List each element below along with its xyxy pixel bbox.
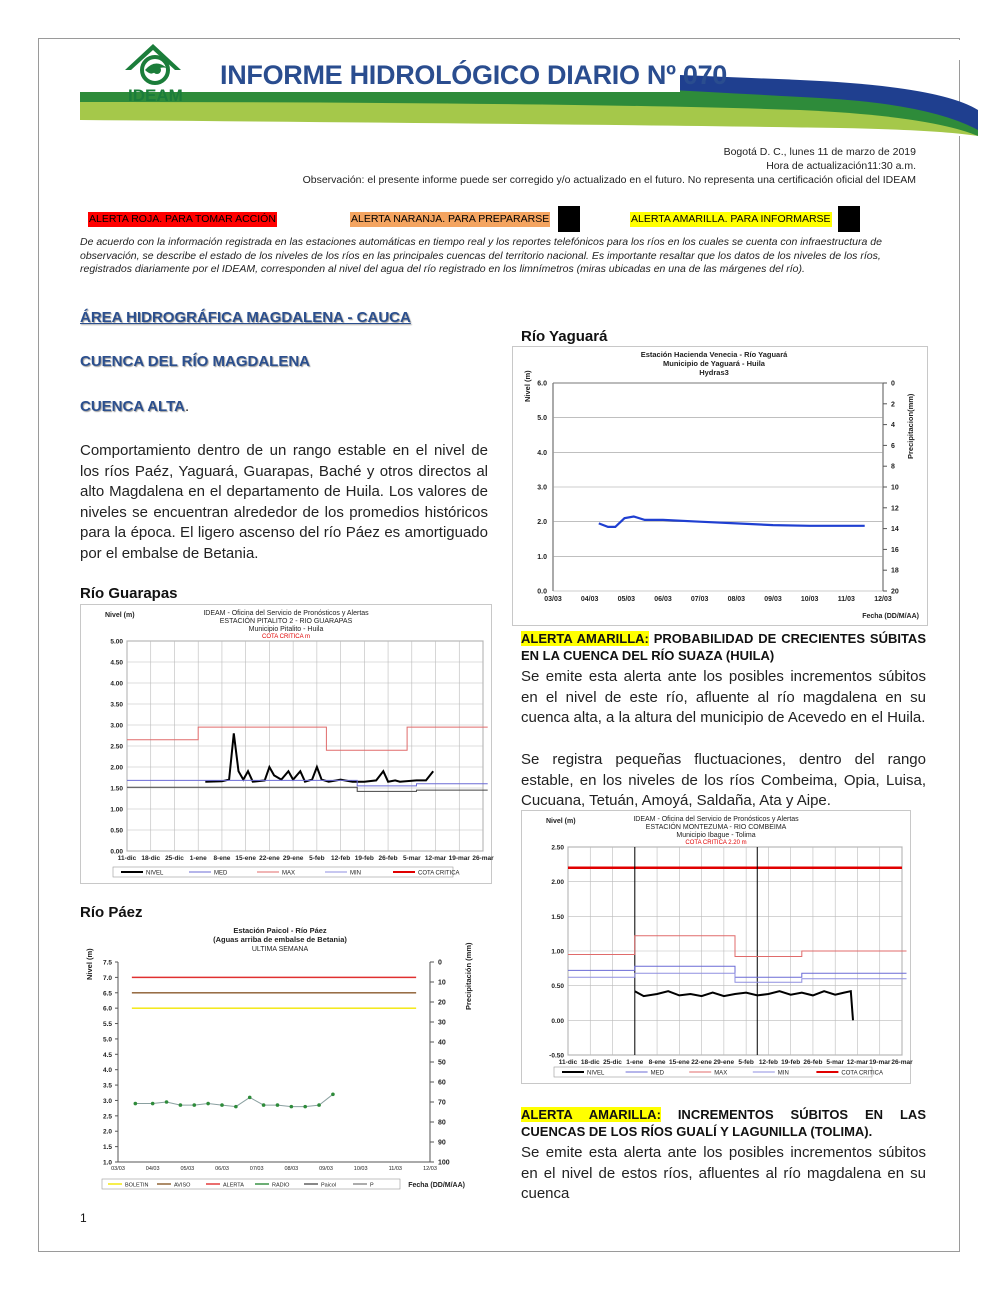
- legend-label: BOLETIN: [125, 1182, 149, 1189]
- chart-subtitle: Municipio de Yaguará - Huila: [663, 359, 765, 368]
- y-tick-label: 1.00: [110, 806, 123, 814]
- chart-combeima: [521, 810, 911, 1084]
- chart-cota-label: COTA CRITICA m: [262, 634, 310, 640]
- river-paez-label: Río Páez: [80, 904, 143, 921]
- y2-tick-label: 30: [438, 1019, 446, 1027]
- main-paragraph: Comportamiento dentro de un rango estable en el nivel de los ríos Paéz, Yaguará, Guarapas, Baché y otros directos al alto Magdalena en el departamento de Huila. Los valores de niveles se encuentran alrededor de los promedios históricos para la época. El ligero ascenso del río Páez es amortiguado por el embalse de Betania.: [80, 442, 488, 562]
- chart-title: IDEAM - Oficina del Servicio de Pronósticos y Alertas: [633, 816, 799, 823]
- legend-label: NIVEL: [146, 870, 164, 877]
- x-tick-label: 03/03: [111, 1166, 125, 1172]
- y2-tick-label: 16: [891, 546, 899, 554]
- y2-tick-label: 0: [438, 959, 442, 967]
- alert-red-label: ALERTA ROJA. PARA TOMAR ACCIÓN: [89, 213, 276, 225]
- river-yaguara-label: Río Yaguará: [521, 328, 608, 345]
- alert2-text: Se emite esta alerta ante los posibles incrementos súbitos en el nivel de estos ríos, afluentes al río magdalena en su cuenca: [521, 1144, 926, 1202]
- data-point: [234, 1105, 238, 1109]
- y2-tick-label: 100: [438, 1159, 450, 1167]
- page-title: INFORME HIDROLÓGICO DIARIO Nº 070: [220, 60, 728, 90]
- chart-title: IDEAM - Oficina del Servicio de Pronósticos y Alertas: [203, 610, 369, 617]
- x-tick-label: 09/03: [764, 596, 782, 603]
- x-tick-label: 5-mar: [402, 855, 421, 862]
- x-tick-label: 07/03: [249, 1166, 264, 1172]
- chart-y2label: Precipitacion(mm): [906, 393, 915, 459]
- y2-tick-label: 6: [891, 442, 895, 450]
- x-tick-label: 11/03: [837, 596, 855, 603]
- y-tick-label: 4.0: [537, 449, 547, 457]
- chart-title: Estación Hacienda Venecia - Río Yaguará: [640, 350, 788, 359]
- chart-yaguara: [512, 346, 928, 626]
- x-tick-label: 12/03: [874, 596, 892, 603]
- chart-ylabel: Nivel (m): [105, 612, 135, 619]
- x-tick-label: 5-mar: [826, 1059, 845, 1066]
- y-tick-label: 0.0: [537, 588, 547, 596]
- chart-paez: [80, 922, 476, 1196]
- y-tick-label: 4.50: [110, 659, 123, 667]
- heading-cuenca-alta: CUENCA ALTA.: [80, 398, 190, 415]
- x-tick-label: 15-ene: [669, 1059, 690, 1066]
- x-tick-label: 06/03: [654, 596, 672, 603]
- y-tick-label: 0.00: [551, 1017, 564, 1025]
- y2-tick-label: 0: [891, 380, 895, 388]
- legend-label: Paicol: [321, 1182, 336, 1189]
- heading-cuenca: CUENCA DEL RÍO MAGDALENA: [80, 353, 311, 370]
- x-tick-label: 1-ene: [189, 855, 207, 862]
- y-tick-label: 2.50: [110, 743, 123, 751]
- y-tick-label: 7.0: [102, 974, 112, 982]
- y-tick-label: 0.50: [110, 827, 123, 835]
- y2-tick-label: 70: [438, 1099, 446, 1107]
- x-tick-label: 11-dic: [117, 855, 137, 862]
- x-tick-label: 18-dic: [580, 1059, 600, 1066]
- y2-tick-label: 4: [891, 422, 895, 430]
- alert2-title: INCREMENTOS SÚBITOS EN LAS CUENCAS DE LOS RÍOS GUALÍ Y LAGUNILLA (TOLIMA).: [521, 1107, 926, 1139]
- series-line-paicol: [135, 1094, 333, 1106]
- y2-tick-label: 14: [891, 526, 899, 534]
- legend-label: MED: [650, 1070, 664, 1077]
- page-number: 1: [80, 1211, 87, 1225]
- y2-tick-label: 90: [438, 1139, 446, 1147]
- y2-tick-label: 50: [438, 1059, 446, 1067]
- x-tick-label: 12/03: [423, 1166, 437, 1172]
- data-point: [220, 1103, 224, 1107]
- y2-tick-label: 8: [891, 463, 895, 471]
- y2-tick-label: 80: [438, 1119, 446, 1127]
- x-tick-label: 5-feb: [309, 855, 325, 862]
- x-tick-label: 26-feb: [378, 855, 398, 862]
- x-tick-label: 07/03: [690, 596, 709, 603]
- legend-label: MIN: [350, 870, 361, 877]
- y2-tick-label: 12: [891, 505, 899, 513]
- y-tick-label: 1.50: [551, 913, 564, 921]
- chart-subtitle-3: Hydras3: [699, 368, 729, 377]
- x-tick-label: 22-ene: [691, 1059, 712, 1066]
- chart-ylabel: Nivel (m): [546, 818, 576, 825]
- y-tick-label: 1.50: [110, 785, 123, 793]
- alert1-tag: ALERTA AMARILLA:: [521, 631, 649, 646]
- paragraph-2: Se registra pequeñas fluctuaciones, dentro del rango estable, en los niveles de los ríos Combeima, Opia, Luisa, Cucuana, Tetuán, Amoyá, Saldaña, Ata y Aipe.: [521, 751, 926, 809]
- time-line: Hora de actualización11:30 a.m.: [766, 160, 916, 172]
- chart-xlabel: Fecha (DD/M/AA): [862, 613, 919, 620]
- alert2-tag: ALERTA AMARILLA:: [521, 1107, 661, 1122]
- y2-tick-label: 20: [438, 999, 446, 1007]
- chart-ylabel: Nivel (m): [85, 948, 94, 980]
- legend-label: NIVEL: [587, 1070, 605, 1077]
- y2-tick-label: 40: [438, 1039, 446, 1047]
- x-tick-label: 04/03: [580, 596, 599, 603]
- x-tick-label: 09/03: [319, 1166, 333, 1172]
- chart-municipio: Municipio Ibague - Tolima: [676, 832, 756, 839]
- data-point: [317, 1103, 321, 1107]
- y-tick-label: 2.50: [551, 844, 564, 852]
- alert2-heading: [521, 1106, 926, 1140]
- y-tick-label: 1.0: [537, 553, 547, 561]
- data-point: [331, 1093, 335, 1097]
- legend-label: MED: [214, 870, 228, 877]
- y-tick-label: 1.00: [551, 948, 564, 956]
- x-tick-label: 15-ene: [235, 855, 256, 862]
- y-tick-label: 4.5: [102, 1051, 112, 1059]
- x-tick-label: 5-feb: [738, 1059, 754, 1066]
- x-tick-label: 04/03: [145, 1166, 160, 1172]
- legend-label: AVISO: [174, 1182, 191, 1189]
- x-tick-label: 25-dic: [165, 855, 184, 862]
- legend-label: MIN: [777, 1070, 789, 1077]
- y2-tick-label: 20: [891, 588, 899, 596]
- y-tick-label: 3.0: [537, 484, 547, 492]
- y-tick-label: 3.00: [110, 722, 123, 730]
- x-tick-label: 26-feb: [803, 1059, 823, 1066]
- x-tick-label: 08/03: [284, 1166, 299, 1172]
- legend-label: P: [370, 1182, 374, 1189]
- y-tick-label: 2.00: [110, 764, 123, 772]
- logo-text: IDEAM: [128, 86, 183, 105]
- data-point: [262, 1103, 266, 1107]
- y-tick-label: 4.0: [102, 1067, 112, 1075]
- alert-orange-label: ALERTA NARANJA. PARA PREPARARSE: [351, 213, 550, 225]
- chart-paez-svg: [80, 922, 476, 1196]
- y-tick-label: 5.00: [110, 638, 123, 646]
- x-tick-label: 26-mar: [891, 1059, 913, 1066]
- y-tick-label: 6.0: [537, 380, 547, 388]
- alert1-heading: [521, 630, 926, 664]
- x-tick-label: 11/03: [388, 1166, 403, 1172]
- y-tick-label: 7.5: [102, 959, 112, 967]
- data-point: [192, 1103, 196, 1107]
- legend-label: COTA CRITICA: [841, 1070, 883, 1077]
- y-tick-label: 1.0: [102, 1159, 112, 1167]
- heading-area: ÁREA HIDROGRÁFICA MAGDALENA - CAUCA: [80, 309, 411, 326]
- data-point: [290, 1105, 294, 1109]
- x-tick-label: 12-mar: [424, 855, 447, 862]
- x-tick-label: 19-mar: [869, 1059, 891, 1066]
- data-point: [248, 1096, 252, 1100]
- alert1-text: Se emite esta alerta ante los posibles incrementos súbitos en el nivel de este río, afluente al río magdalena en su cuenca alta, a la altura del municipio de Acevedo en el Huila.: [521, 668, 926, 726]
- y-tick-label: 0.50: [551, 983, 564, 991]
- chart-municipio: Municipio Pitalito - Huila: [248, 626, 324, 633]
- y2-tick-label: 10: [438, 979, 446, 987]
- data-point: [165, 1100, 169, 1104]
- y-tick-label: 5.5: [102, 1021, 112, 1029]
- x-tick-label: 11-dic: [558, 1059, 578, 1066]
- date-line: Bogotá D. C., lunes 11 de marzo de 2019: [723, 146, 916, 158]
- x-tick-label: 19-feb: [354, 855, 374, 862]
- y-tick-label: 3.0: [102, 1097, 112, 1105]
- x-tick-label: 10/03: [800, 596, 819, 603]
- data-point: [151, 1102, 155, 1106]
- x-tick-label: 1-ene: [626, 1059, 644, 1066]
- alert1-title: PROBABILIDAD DE CRECIENTES SÚBITAS EN LA CUENCA DEL RÍO SUAZA (HUILA): [521, 631, 926, 663]
- y2-tick-label: 60: [438, 1079, 446, 1087]
- x-tick-label: 08/03: [727, 596, 746, 603]
- x-tick-label: 05/03: [180, 1166, 195, 1172]
- y-tick-label: 2.0: [102, 1128, 112, 1136]
- data-point: [179, 1103, 183, 1107]
- x-tick-label: 12-feb: [758, 1059, 778, 1066]
- y-tick-label: 6.0: [102, 1005, 112, 1013]
- x-tick-label: 8-ene: [213, 855, 231, 862]
- y-tick-label: -0.50: [549, 1052, 564, 1060]
- x-tick-label: 10/03: [353, 1166, 368, 1172]
- legend-label: COTA CRITICA: [418, 870, 460, 877]
- x-tick-label: 29-ene: [282, 855, 304, 862]
- x-tick-label: 03/03: [544, 596, 562, 603]
- y-tick-label: 5.0: [102, 1036, 112, 1044]
- chart-guarapas: [80, 604, 492, 884]
- y-tick-label: 2.00: [551, 879, 564, 887]
- legend-label: MAX: [714, 1070, 728, 1077]
- chart-station: ESTACIÓN PITALITO 2 - RIO GUARAPAS: [219, 618, 353, 625]
- y-tick-label: 3.50: [110, 701, 123, 709]
- x-tick-label: 29-ene: [713, 1059, 735, 1066]
- chart-xlabel: Fecha (DD/M/AA): [408, 1182, 465, 1189]
- y-tick-label: 1.5: [102, 1144, 112, 1152]
- alert-yellow-label: ALERTA AMARILLA. PARA INFORMARSE: [631, 213, 831, 225]
- y2-tick-label: 2: [891, 401, 895, 409]
- x-tick-label: 8-ene: [648, 1059, 666, 1066]
- y-tick-label: 2.5: [102, 1113, 112, 1121]
- data-point: [134, 1102, 138, 1106]
- river-guarapas-label: Río Guarapas: [80, 585, 178, 602]
- y-tick-label: 0.00: [110, 848, 123, 856]
- legend-label: ALERTA: [223, 1182, 244, 1189]
- chart-station: ESTACIÓN MONTEZUMA - RIO COMBEIMA: [645, 824, 787, 831]
- y-tick-label: 4.00: [110, 680, 123, 688]
- data-point: [206, 1102, 210, 1106]
- x-tick-label: 12-feb: [331, 855, 351, 862]
- chart-ylabel: Nivel (m): [523, 370, 532, 402]
- y-tick-label: 3.5: [102, 1082, 112, 1090]
- x-tick-label: 05/03: [617, 596, 636, 603]
- chart-subtitle: (Aguas arriba de embalse de Betania): [213, 935, 347, 944]
- chart-title: Estación Paicol - Río Páez: [233, 926, 327, 935]
- chart-subtitle-3: ULTIMA SEMANA: [251, 946, 309, 953]
- data-point: [303, 1105, 307, 1109]
- chart-y2label: Precipitación (mm): [464, 942, 473, 1010]
- x-tick-label: 22-ene: [259, 855, 280, 862]
- alert-yellow-swatch: [838, 206, 860, 232]
- x-tick-label: 06/03: [215, 1166, 229, 1172]
- x-tick-label: 25-dic: [603, 1059, 622, 1066]
- legend-label: MAX: [282, 870, 296, 877]
- y-tick-label: 2.0: [537, 519, 547, 527]
- intro-paragraph: De acuerdo con la información registrada en las estaciones automáticas en tiempo real y los reportes telefónicos para los ríos en los cuales se cuenta con infraestructura de observación, se describe el estado de los niveles de los ríos en las principales cuencas del territorio nacional. Es importante resaltar que los datos de los niveles de los ríos, registrados diariamente por el IDEAM, corresponden al nivel del agua del río registrado en los limnímetros (miras ubicadas en una de las márgenes del río).: [80, 236, 882, 275]
- x-tick-label: 19-feb: [781, 1059, 801, 1066]
- x-tick-label: 19-mar: [448, 855, 470, 862]
- x-tick-label: 26-mar: [472, 855, 494, 862]
- legend-label: RADIO: [272, 1182, 290, 1189]
- chart-combeima-svg: [522, 811, 913, 1083]
- y-tick-label: 5.0: [537, 415, 547, 423]
- y-tick-label: 6.5: [102, 990, 112, 998]
- chart-cota-label: COTA CRITICA 2.20 m: [685, 840, 747, 846]
- observation-line: Observación: el presente informe puede ser corregido y/o actualizado en el futuro. No representa una certificación oficial del IDEAM: [302, 174, 916, 186]
- alert-orange-swatch: [558, 206, 580, 232]
- chart-guarapas-svg: [81, 605, 494, 883]
- data-point: [276, 1103, 280, 1107]
- y2-tick-label: 10: [891, 484, 899, 492]
- x-tick-label: 12-mar: [846, 1059, 869, 1066]
- chart-yaguara-svg: [513, 347, 927, 625]
- y2-tick-label: 18: [891, 567, 899, 575]
- x-tick-label: 18-dic: [141, 855, 161, 862]
